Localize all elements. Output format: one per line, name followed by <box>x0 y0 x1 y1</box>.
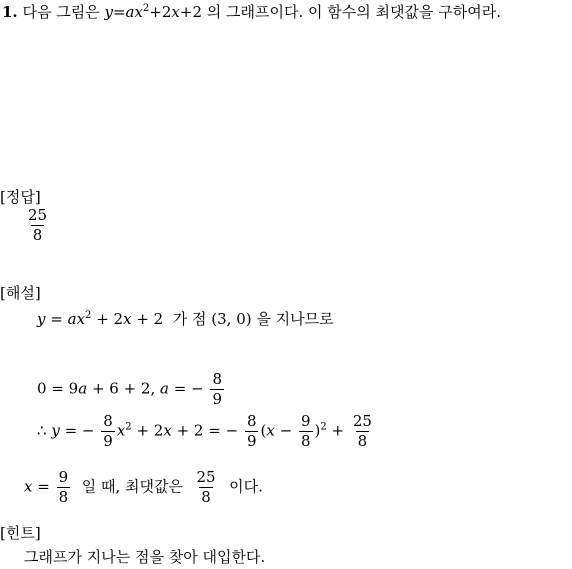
eq-term: + 6 + 2, <box>91 379 156 398</box>
problem-number: 1. <box>2 3 18 21</box>
eq-op-equals: = <box>50 310 63 328</box>
paren-close: ) <box>314 421 321 440</box>
therefore-symbol: ∴ <box>37 421 47 440</box>
eq-op-equals: = <box>112 3 126 21</box>
problem-text-after: 의 그래프이다. 이 함수의 최댓값을 구하여라. <box>206 3 501 21</box>
eq-op-plus2: +2 <box>179 3 203 21</box>
fraction <box>57 470 71 505</box>
fraction-numerator: 8 <box>103 412 113 430</box>
eq-exponent: 2 <box>125 421 132 433</box>
eq-var-x: x <box>24 477 33 496</box>
eq-op-minus: − <box>279 421 293 440</box>
fraction-numerator: 8 <box>246 412 257 430</box>
eq-op-equals: = − <box>64 421 95 440</box>
fraction <box>351 414 374 449</box>
answer-fraction <box>24 208 51 243</box>
hint-text: 그래프가 지나는 점을 찾아 대입한다. <box>24 548 266 566</box>
answer-label: [정답] <box>0 188 41 206</box>
eq-var-y: y <box>37 310 46 328</box>
fraction-numerator: 8 <box>212 370 222 388</box>
eq-var-a: a <box>78 379 88 398</box>
eq-var-y: y <box>51 421 60 440</box>
solution-line-1 <box>37 312 334 327</box>
eq-exponent: 2 <box>142 3 150 14</box>
fraction <box>245 414 259 449</box>
eq-var-ax: ax <box>67 310 86 328</box>
fraction-denominator: 8 <box>201 488 211 506</box>
solution-line-2 <box>37 372 226 407</box>
eq-var-x: x <box>163 421 172 440</box>
solution-line-3 <box>37 414 376 449</box>
answer-denominator: 8 <box>32 226 43 244</box>
eq-op-plus2x: +2 <box>149 3 172 21</box>
eq-term: + 2 = − <box>176 421 239 440</box>
fraction <box>299 414 313 449</box>
eq-exponent: 2 <box>320 421 327 433</box>
fraction <box>101 414 115 449</box>
hint-label: [힌트] <box>0 524 41 542</box>
fraction-denominator: 9 <box>246 432 257 450</box>
solution-text: 이다. <box>229 477 263 496</box>
solution-line-4 <box>24 470 263 505</box>
fraction <box>195 470 218 505</box>
eq-term: + 2 <box>136 421 164 440</box>
eq-var-x: x <box>266 421 275 440</box>
solution-label: [해설] <box>0 284 41 302</box>
fraction-numerator: 9 <box>58 468 69 486</box>
answer-fraction-value <box>26 208 49 243</box>
eq-exponent: 2 <box>85 310 92 321</box>
problem-statement <box>2 5 501 20</box>
eq-var-x: x <box>123 310 132 328</box>
fraction-denominator: 9 <box>212 390 222 408</box>
eq-term: 0 = 9 <box>37 379 79 398</box>
fraction-denominator: 9 <box>103 432 113 450</box>
fraction-denominator: 8 <box>300 432 311 450</box>
fraction-numerator: 25 <box>352 412 372 430</box>
fraction-numerator: 9 <box>300 412 311 430</box>
solution-text: 일 때, 최댓값은 <box>81 477 183 496</box>
fraction-denominator: 8 <box>357 432 368 450</box>
eq-var-ax: ax <box>125 3 143 21</box>
eq-op-plus: + <box>331 421 345 440</box>
fraction <box>210 372 224 407</box>
eq-var-y: y <box>104 3 113 21</box>
answer-numerator: 25 <box>28 206 48 224</box>
eq-term: + 2 <box>136 310 164 328</box>
fraction-numerator: 25 <box>196 468 216 486</box>
paren-open: ( <box>260 421 267 440</box>
solution-text: 가 점 (3, 0) 을 지나므로 <box>172 310 334 328</box>
eq-op-equals: = <box>37 477 50 496</box>
eq-var-x: x <box>171 3 180 21</box>
eq-term: + 2 <box>96 310 124 328</box>
eq-var-x: x <box>116 421 126 440</box>
problem-text-before: 다음 그림은 <box>22 3 100 21</box>
fraction-denominator: 8 <box>58 488 69 506</box>
eq-op-equals: = − <box>173 379 204 398</box>
eq-var-a: a <box>160 379 169 398</box>
